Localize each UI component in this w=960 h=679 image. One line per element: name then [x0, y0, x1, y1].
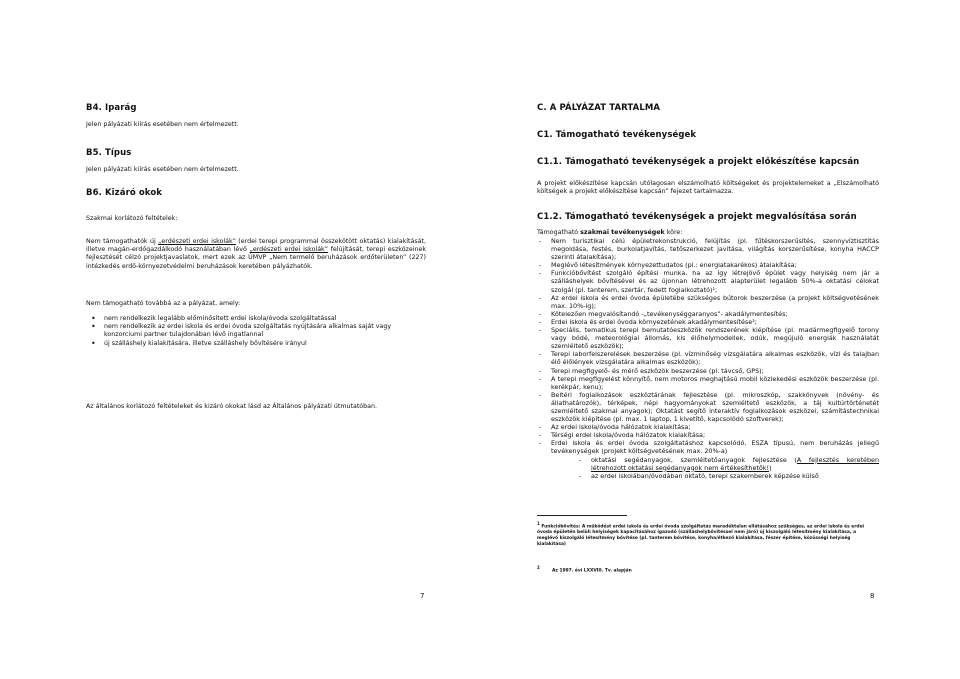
section-c1-heading: C1. Támogatható tevékenységek: [537, 130, 697, 140]
restriction-label: Szakmai korlátozó feltételek:: [86, 215, 178, 222]
section-c-heading: C. A PÁLYÁZAT TARTALMA: [537, 103, 661, 113]
general-conditions-note: Az általános korlátozó feltételeket és kizáró okokat lásd az Általános pályázati útmutatóban.: [86, 403, 377, 410]
list-item: - Terepi laborfelszerelések beszerzése (pl. vízminőség vizsgálatára alkalmas eszközök, vízi és talajban élő élőlények vizsgálatára alkalmas eszközök);: [537, 350, 879, 366]
list-item: • nem rendelkezik legalább előminősített erdei iskola/óvoda szolgáltatással: [86, 315, 416, 323]
footnote-2: $^2$ Az 1997. évi LXXVIII. Tv. alapján: [537, 565, 632, 574]
list-item-text: Erdei iskola és erdei óvoda szolgáltatáshoz kapcsolódó, ESZA típusú, nem beruházás jellegű tevékenységek (projekt költségvetésének max. 20%-a): [551, 439, 879, 456]
sub-item-close: ): [769, 463, 772, 472]
not-supported-list: [86, 315, 416, 348]
footnote-divider: [537, 515, 627, 516]
para1-underlined-b: „erdészeti erdei iskolák”: [249, 246, 328, 254]
list-item: • új szálláshely kialakítására, illetve szálláshely bővítésére irányul: [86, 340, 416, 348]
c12-intro: [537, 229, 682, 237]
c11-text: A projekt előkészítése kapcsán utólagosan elszámolható költségeket és projektelemeket a „Elszámolható költségek a projekt előkészítése kapcsán” fejezet tartalmazza.: [537, 180, 879, 196]
c12-intro-b: szakmai tevékenységek: [580, 229, 665, 236]
sub-item-text: az erdei iskolában/óvodában oktató, terepi szakemberek képzése külső: [591, 471, 819, 480]
para1-part-e: felújítását, terepi eszközeinek fejlesztését célzó projektjavaslatok, mert ezek az ÚMVP „Nem termelő beruházások erdőterületen” (227) intézkedés erdő-környezetvédelmi beruházások keretében pályázhatók.: [86, 246, 426, 270]
para1-part-a: Nem támogathatók új: [86, 238, 159, 245]
list-item: - Az erdei iskola és erdei óvoda épületébe szükséges bútorok beszerzése (a projekt költségvetésének max. 10%-ig);: [537, 294, 879, 310]
footnote-1: $^1$ Funkcióbővítés: A működést erdei iskola és erdei óvoda szolgáltatás maradéktalan ellátásához szükséges, az erdei iskola és erdei óvoda épületén belüli helyiségek kapacitásához igazodó (szálláshelybővítéssel nem járó) új kiszolgáló létesítmény kialakítása, a meglévő kiszolgáló létesítmény bővítése (pl. tanterem bővítése, konyha/étkező kialakítása, fészer építése, közösségi helyiség kialakítása): [537, 521, 865, 548]
page-number: 7: [420, 592, 425, 600]
list-item: - Erdei iskola és erdei óvoda környezetének akadálymentesítése²;: [537, 318, 879, 326]
list-item: - Az erdei iskola/óvoda hálózatok kialakítása;: [537, 423, 879, 431]
list-item: - A terepi megfigyelést könnyítő, nem motoros meghajtású mobil közlekedési eszközök beszerzése (pl. kerékpár, kenu);: [537, 375, 879, 391]
list-item: - Kötelezően megvalósítandó -„tevékenységgaranyos”- akadálymentesítés;: [537, 310, 879, 318]
right-page: [480, 0, 960, 679]
b4-text: Jelen pályázati kiírás esetében nem értelmezett.: [86, 121, 239, 128]
c12-intro-c: köre:: [664, 229, 683, 236]
sub-list-item: [551, 472, 879, 480]
sub-list: [551, 456, 879, 480]
footnote-1-text: Funkcióbővítés: A működést erdei iskola és erdei óvoda szolgáltatás maradéktalan ellátásához szükséges, az erdei iskola és erdei óvoda épületén belüli helyiségek kapacitásához igazodó (szálláshelybővítéssel nem járó) új kiszolgáló létesítmény kialakítása, a meglévő kiszolgáló létesítmény bővítése (pl. tanterem bővítése, konyha/étkező kialakítása, fészer építése, közösségi helyiség kialakítása): [537, 524, 865, 548]
list-item: - Beltéri foglalkozások eszköztárának fejlesztése (pl. mikroszkóp, szakkönyvek (növény- és állathatározók), térképek, népi hagyományokat szemléltető eszközök, a táj kultúrtörténetét szemléltető szakmai anyagok); Oktatást segítő interaktív foglalkozások eszközei, számítástechnikai eszközök kiépítése (pl. max. 1 laptop, 1 kivetítő, kapcsolódó szoftverek);: [537, 391, 879, 423]
page-number: 8: [870, 592, 875, 600]
sub-item-text: oktatási segédanyagok, szemléltetőanyagok fejlesztése (: [591, 455, 797, 464]
section-c12-heading: C1.2. Támogatható tevékenységek a projekt megvalósítása során: [537, 212, 857, 222]
list-item-with-subitems: [537, 439, 879, 479]
not-supported-intro: Nem támogatható továbbá az a pályázat, amely:: [86, 300, 241, 307]
restriction-paragraph: [86, 238, 426, 271]
c12-intro-a: Támogatható: [537, 229, 581, 236]
sub-item-underlined: A fejlesztés keretében létrehozott oktatási segédanyagok nem értékesíthetők!: [591, 455, 879, 472]
para1-part-c: (erdei terepi programmal összekötött oktatás) kialakítását, illetve magán-erdőgazdálkodó használatában lévő: [86, 238, 426, 254]
footnote-2-text: Az 1997. évi LXXVIII. Tv. alapján: [552, 568, 632, 574]
list-item: • nem rendelkezik az erdei iskola és erdei óvoda szolgáltatás nyújtására alkalmas saját vagy konzorciumi partner tulajdonában lévő ingatlannal: [86, 323, 416, 339]
list-item: - Speciális, tematikus terepi bemutatóeszközök rendszerének kiépítése (pl. madármegfigyelő torony vagy bódé, meteorológiai állomás, kis élőhelymodellek, odúk, megújuló energiák használatát szemléltető eszközök);: [537, 326, 879, 350]
section-c11-heading: C1.1. Támogatható tevékenységek a projekt előkészítése kapcsán: [537, 157, 860, 167]
list-item: - Meglévő létesítmények környezettudatos (pl.: energiatakarékos) átalakítása;: [537, 261, 879, 269]
list-item: - Funkcióbővítést szolgáló építési munka, ha az így létrejövő épület vagy helyiség nem jár a szálláshelyek bővítésével és az újonnan létrehozott alapterület legalább 50%-a oktatási célokat szolgál (pl. tanterem, szertár, fedett foglalkoztató)¹;: [537, 269, 879, 293]
b6-heading: B6. Kizáró okok: [86, 188, 163, 198]
b5-heading: B5. Típus: [86, 148, 132, 158]
b5-text: Jelen pályázati kiírás esetében nem értelmezett.: [86, 166, 239, 173]
activity-list: [537, 237, 879, 480]
para1-underlined-a: „erdészeti erdei iskolák”: [158, 238, 236, 245]
b4-heading: B4. Iparág: [86, 103, 137, 113]
list-item: - Terepi megfigyelő- és mérő eszközök beszerzése (pl. távcső, GPS);: [537, 367, 879, 375]
list-item: - Nem turisztikai célú épületrekonstrukció, felújítás (pl. fűtéskorszerűsítés, szennyvíztisztítás megoldása, festés, burkolatjavítás, tetőszerkezet javítása, világítás korszerűsítése, konyha HACCP szerinti átalakítása);: [537, 237, 879, 261]
sub-list-item: [551, 456, 879, 472]
list-item: - Térségi erdei iskola/óvoda hálózatok kialakítása;: [537, 431, 879, 439]
